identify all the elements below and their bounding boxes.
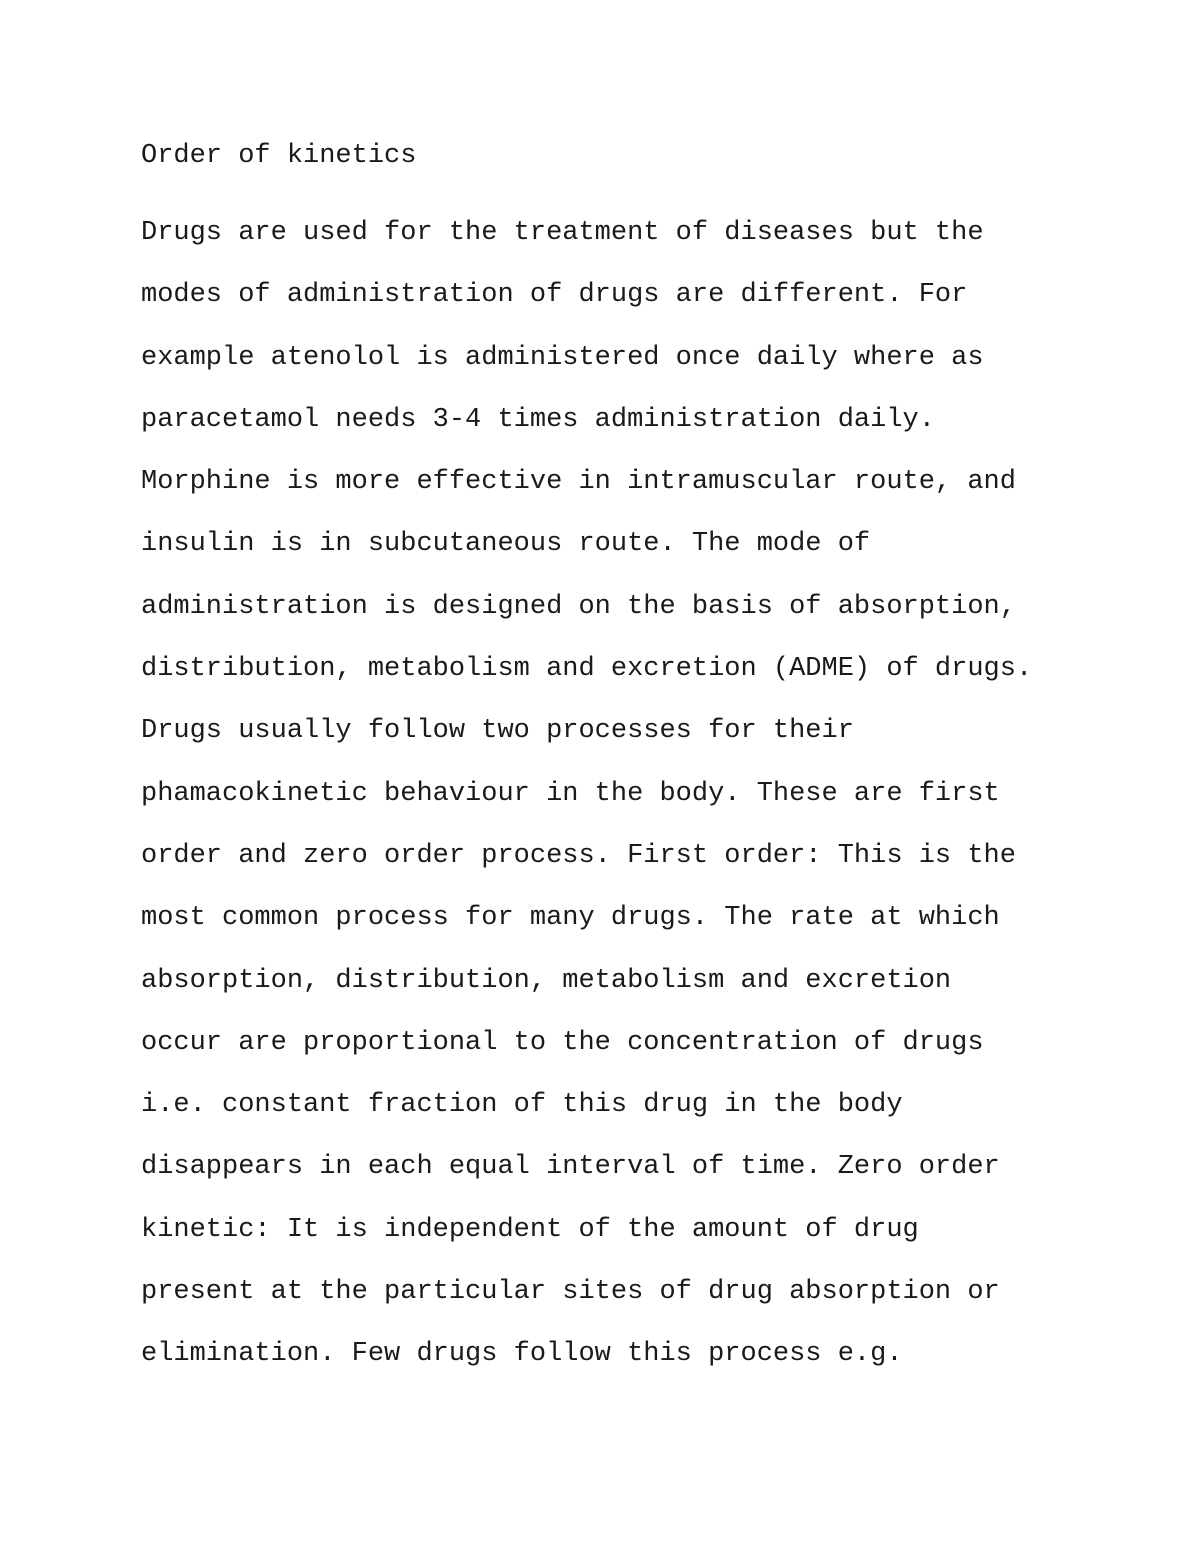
- body-line: Drugs are used for the treatment of diseases but the: [141, 218, 984, 248]
- body-line: i.e. constant fraction of this drug in the body: [141, 1090, 903, 1121]
- body-line: order and zero order process. First order: This is the: [141, 840, 1016, 871]
- body-line: occur are proportional to the concentration of drugs: [141, 1027, 984, 1058]
- body-line: Drugs usually follow two processes for their: [141, 716, 854, 747]
- body-line: phamacokinetic behaviour in the body. These are first: [141, 778, 1000, 809]
- body-line: most common process for many drugs. The rate at which: [141, 903, 1000, 934]
- body-line: absorption, distribution, metabolism and excretion: [141, 965, 952, 996]
- document-body: [141, 202, 1032, 1386]
- body-line: kinetic: It is independent of the amount of drug: [141, 1214, 919, 1245]
- body-line: modes of administration of drugs are different. For: [141, 280, 968, 311]
- body-line: Morphine is more effective in intramuscular route, and: [141, 467, 1016, 498]
- body-line: paracetamol needs 3-4 times administration daily.: [141, 404, 935, 435]
- body-line: disappears in each equal interval of time. Zero order: [141, 1152, 1000, 1183]
- body-line: administration is designed on the basis of absorption,: [141, 591, 1016, 622]
- body-line: example atenolol is administered once daily where as: [141, 342, 984, 373]
- body-line: elimination. Few drugs follow this process e.g.: [141, 1339, 903, 1370]
- body-line: distribution, metabolism and excretion (ADME) of drugs.: [141, 654, 1033, 685]
- body-line: present at the particular sites of drug absorption or: [141, 1277, 1000, 1308]
- body-line: insulin is in subcutaneous route. The mode of: [141, 529, 871, 560]
- document-title: Order of kinetics: [141, 141, 417, 171]
